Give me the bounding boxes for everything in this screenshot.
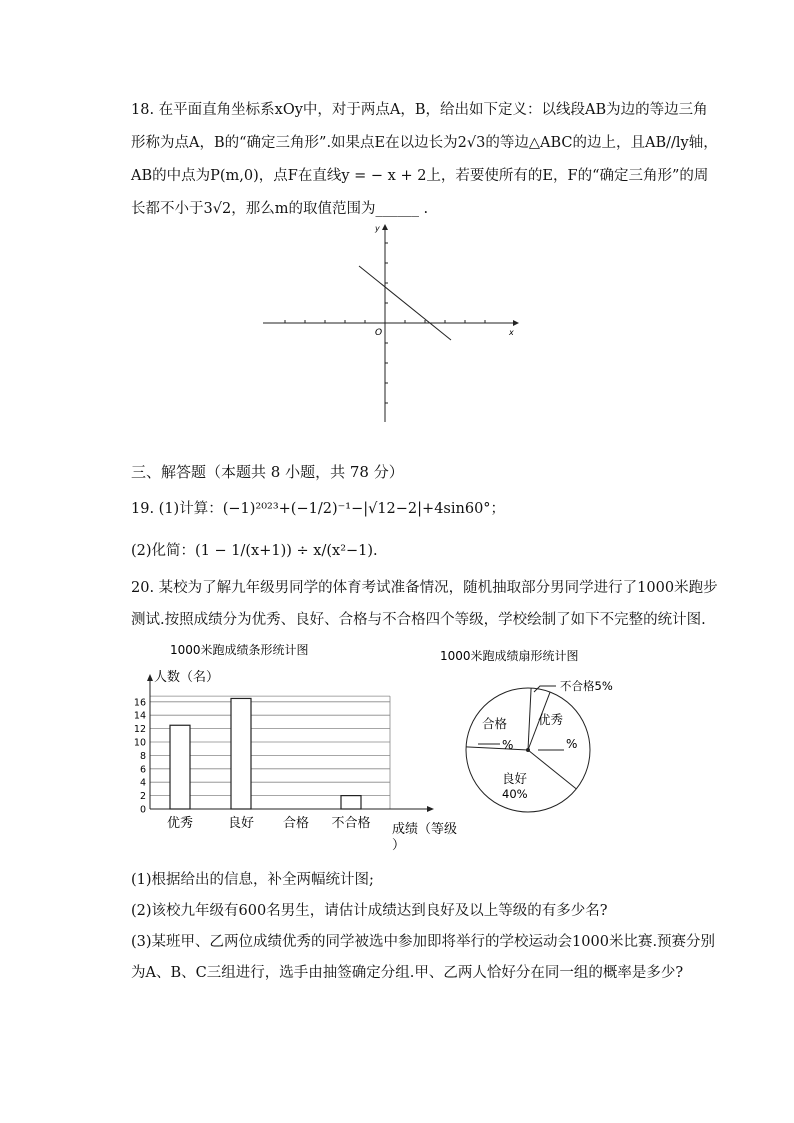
y-tick-label: 12 (133, 724, 146, 736)
q20-part-1: (1)根据给出的信息，补全两幅统计图; (131, 872, 374, 888)
y-tick-label: 0 (139, 804, 146, 816)
bar-chart (130, 637, 460, 857)
x-tick-label: 优秀 (166, 816, 194, 831)
line-y-neg-x-plus-2 (359, 266, 451, 340)
q18-line-1: 18. 在平面直角坐标系xOy中，对于两点A，B，给出如下定义：以线段AB为边的等边三角 (131, 102, 708, 118)
pie-pct-good: 40% (502, 787, 528, 801)
pie-label-excellent: 优秀 (538, 712, 564, 727)
pie-center (526, 748, 530, 752)
pie-chart (440, 640, 640, 840)
q20-line-2: 测试.按照成绩分为优秀、良好、合格与不合格四个等级，学校绘制了如下不完整的统计图. (131, 612, 706, 628)
pie-chart-title: 1000米跑成绩扇形统计图 (440, 649, 579, 663)
q19-part-1: 19. (1)计算：(−1)²⁰²³+(−1/2)⁻¹−|√12−2|+4sin60°； (131, 501, 506, 517)
q20-part-2: (2)该校九年级有600名男生，请估计成绩达到良好及以上等级的有多少名? (131, 903, 608, 919)
y-axis-label: y (375, 224, 380, 233)
pie-pct-excellent: % (566, 737, 578, 751)
y-tick-label: 14 (133, 710, 146, 722)
bar-chart-xlabel: 成绩（等级 (392, 822, 458, 837)
bar-chart-xlabel-2: ） (392, 838, 406, 853)
q19-part-2: (2)化简：(1 − 1/(x+1)) ÷ x/(x²−1). (131, 543, 378, 559)
section-heading: 三、解答题（本题共 8 小题，共 78 分） (131, 463, 404, 481)
q18-line-3: AB的中点为P(m,0)，点F在直线y = − x + 2上，若要使所有的E，F的“确定三角形”的周 (131, 168, 709, 184)
y-tick-label: 10 (133, 737, 146, 749)
q20-part-3a: (3)某班甲、乙两位成绩优秀的同学被选中参加即将举行的学校运动会1000米比赛.预赛分别 (131, 934, 716, 950)
pie-label-pass: 合格 (482, 716, 508, 731)
y-axis-arrow (382, 224, 388, 230)
bar-x-arrow (427, 806, 434, 812)
q20-line-1: 20. 某校为了解九年级男同学的体育考试准备情况，随机抽取部分男同学进行了1000米跑步 (131, 580, 718, 596)
coordinate-figure (255, 220, 525, 428)
bar-y-arrow (147, 674, 153, 681)
q18-line-2: 形称为点A，B的“确定三角形”.如果点E在以边长为2√3的等边△ABC的边上，且AB//ly轴， (131, 135, 718, 151)
bar (231, 698, 251, 809)
pie-label-good: 良好 (502, 771, 528, 786)
y-tick-label: 4 (139, 777, 146, 789)
pie-label-fail: 不合格5% (560, 679, 613, 693)
pie-pct-pass: % (502, 738, 514, 752)
x-tick-label: 不合格 (331, 816, 371, 831)
x-axis-arrow (513, 320, 519, 326)
y-tick-label: 16 (133, 697, 146, 709)
y-tick-label: 2 (139, 791, 146, 803)
x-tick-label: 良好 (227, 816, 255, 831)
x-tick-label: 合格 (282, 816, 310, 831)
pie-slice-edge (528, 750, 576, 789)
pie-slice-edge (466, 747, 528, 750)
bar (341, 796, 361, 809)
q20-part-3b: 为A、B、C三组进行，选手由抽签确定分组.甲、乙两人恰好分在同一组的概率是多少? (131, 965, 684, 981)
origin-label: O (375, 328, 383, 338)
y-tick-label: 6 (139, 764, 146, 776)
q18-line-4: 长都不小于3√2，那么m的取值范围为______ . (131, 201, 429, 217)
x-axis-label: x (509, 328, 514, 337)
pie-leader-line (534, 686, 556, 692)
bar (170, 725, 190, 809)
bar-chart-title: 1000米跑成绩条形统计图 (170, 643, 309, 657)
pie-slice-edge (528, 688, 531, 750)
y-tick-label: 8 (139, 750, 146, 762)
bar-chart-ylabel: 人数（名） (154, 670, 220, 685)
